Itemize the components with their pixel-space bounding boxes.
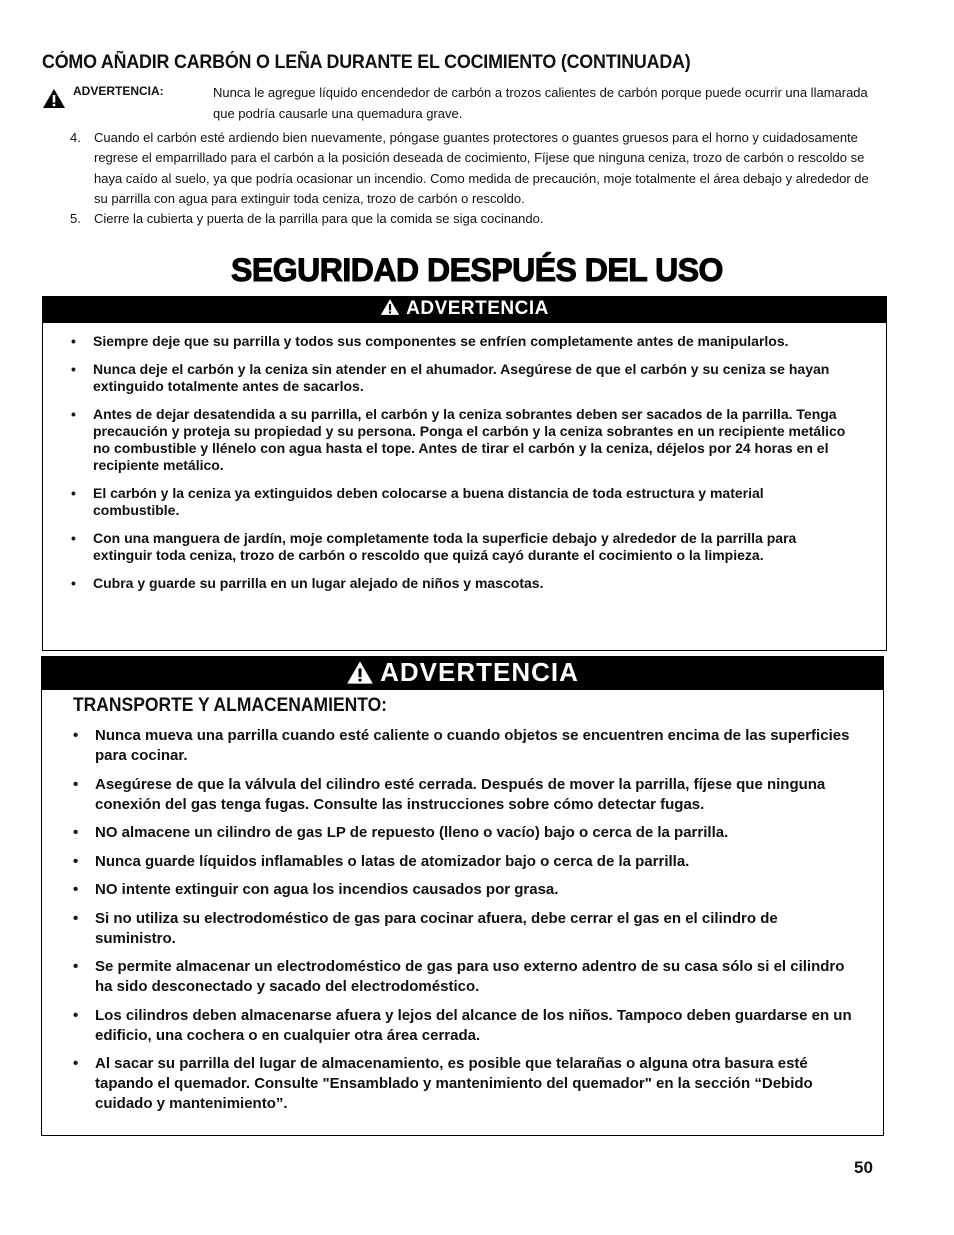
warning-icon	[380, 298, 400, 316]
step-item	[70, 209, 870, 229]
list-item: • Si no utiliza su electrodoméstico de gas para cocinar afuera, debe cerrar el gas en el cilindro de suministro.	[73, 909, 853, 949]
step-number: 4.	[70, 130, 81, 145]
steps-list	[70, 128, 870, 229]
step-text: Cuando el carbón esté ardiendo bien nuevamente, póngase guantes protectores o guantes gruesos para el horno y cuidadosamente regrese el emparrillado para el carbón a la posición deseada de cocimiento, Fíjese que ninguna ceniza, trozo de carbón o rescoldo se haya caído al suelo, ya que podría ocasionar un incendio. Como medida de precaución, moje totalmente el área debajo y alrededor de su parrilla con agua para extinguir toda ceniza, trozo de carbón o rescoldo.	[94, 130, 869, 206]
list-item: • Los cilindros deben almacenarse afuera y lejos del alcance de los niños. Tampoco deben guardarse en un edificio, una cochera o en cualquier otra área cerrada.	[73, 1006, 853, 1046]
step-number: 5.	[70, 211, 81, 227]
list-item: • Antes de dejar desatendida a su parrilla, el carbón y la ceniza sobrantes deben ser sacados de la parrilla. Tenga precaución y proteja su propiedad y su persona. Ponga el carbón y la ceniza sobrantes en un recipiente metálico no combustible y llénelo con agua hasta el tope. Antes de tirar el carbón y la ceniza, déjelos por 24 horas en el recipiente metálico.	[71, 406, 851, 474]
transport-heading: TRANSPORTE Y ALMACENAMIENTO:	[73, 695, 388, 716]
banner-label: ADVERTENCIA	[406, 298, 549, 319]
step-item	[70, 128, 870, 209]
warning-banner	[42, 296, 887, 323]
list-item: • Asegúrese de que la válvula del cilindro esté cerrada. Después de mover la parrilla, fíjese que ninguna conexión del gas tenga fugas. Consulte las instrucciones sobre cómo detectar fugas.	[73, 775, 853, 815]
section-heading: CÓMO AÑADIR CARBÓN O LEÑA DURANTE EL COCIMIENTO (CONTINUADA)	[42, 52, 691, 73]
safety-list	[71, 333, 851, 603]
warning-icon	[346, 660, 374, 685]
list-item: • Nunca guarde líquidos inflamables o latas de atomizador bajo o cerca de la parrilla.	[73, 852, 853, 872]
step-text: Cierre la cubierta y puerta de la parrilla para que la comida se siga cocinando.	[94, 211, 544, 227]
warning-box-after-use	[42, 296, 887, 651]
warning-banner	[41, 656, 884, 690]
warning-text: Nunca le agregue líquido encendedor de carbón a trozos calientes de carbón porque puede ocurrir una llamarada que podría causarle una quemadura grave.	[213, 85, 868, 121]
main-title: SEGURIDAD DESPUÉS DEL USO	[231, 252, 723, 288]
list-item: • Se permite almacenar un electrodoméstico de gas para uso externo adentro de su casa sólo si el cilindro ha sido desconectado y sacado del electrodoméstico.	[73, 957, 853, 997]
list-item: • Con una manguera de jardín, moje completamente toda la superficie debajo y alrededor de la parrilla para extinguir toda ceniza, trozo de carbón o rescoldo que quizá cayó durante el cocimiento o la limpieza.	[71, 530, 851, 564]
list-item: • NO almacene un cilindro de gas LP de repuesto (lleno o vacío) bajo o cerca de la parrilla.	[73, 823, 853, 843]
list-item: • Siempre deje que su parrilla y todos sus componentes se enfríen completamente antes de manipularlos.	[71, 333, 851, 350]
list-item: • NO intente extinguir con agua los incendios causados por grasa.	[73, 880, 853, 900]
banner-label: ADVERTENCIA	[380, 657, 579, 687]
list-item: • Nunca mueva una parrilla cuando esté caliente o cuando objetos se encuentren encima de las superficies para cocinar.	[73, 726, 853, 766]
warning-label: ADVERTENCIA:	[73, 84, 164, 98]
list-item: • El carbón y la ceniza ya extinguidos deben colocarse a buena distancia de toda estructura y material combustible.	[71, 485, 851, 519]
page-number: 50	[854, 1158, 873, 1177]
warning-icon	[42, 88, 66, 109]
list-item: • Nunca deje el carbón y la ceniza sin atender en el ahumador. Asegúrese de que el carbón y su ceniza se hayan extinguido totalmente antes de sacarlos.	[71, 361, 851, 395]
warning-box-transport	[41, 656, 884, 1136]
list-item: • Al sacar su parrilla del lugar de almacenamiento, es posible que telarañas o alguna otra basura esté tapando el quemador. Consulte "Ensamblado y mantenimiento del quemador" en la sección “Debido cuidado y mantenimiento”.	[73, 1054, 853, 1114]
list-item: • Cubra y guarde su parrilla en un lugar alejado de niños y mascotas.	[71, 575, 851, 592]
transport-list	[73, 726, 853, 1123]
